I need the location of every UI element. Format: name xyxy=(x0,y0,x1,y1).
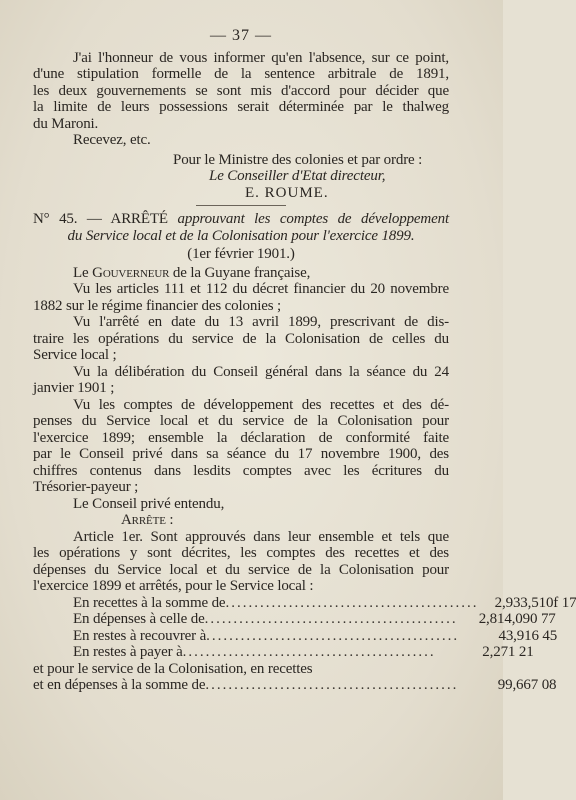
closing-formula: Recevez, etc. xyxy=(73,132,151,148)
vu-paragraph xyxy=(33,314,449,364)
page-number: — 37 — xyxy=(210,27,272,44)
intro-paragraph xyxy=(33,50,449,133)
text-line: l'exercice 1899; ensemble la déclaration de conformité faite xyxy=(33,429,449,446)
figure-value: 43,916 45 xyxy=(498,627,558,644)
text-line: les deux gouvernements se sont mis d'accord pour décider que xyxy=(33,82,449,99)
text-line: traire les opérations du service de la Colonisation de celles du xyxy=(33,330,449,347)
text-line: les opérations y sont décrites, les comptes des recettes et des xyxy=(33,545,449,561)
figure-label: et en dépenses à la somme de xyxy=(33,677,206,693)
figure-label: En restes à payer à xyxy=(73,644,183,660)
vu-paragraph xyxy=(33,364,449,397)
governor-rest: de la Guyane française, xyxy=(172,264,311,281)
figure-row xyxy=(33,644,534,661)
heading-text: approuvant les comptes de développement xyxy=(167,211,449,227)
figure-row xyxy=(33,677,557,694)
text-line: Vu l'arrêté en date du 13 avril 1899, prescrivant de dis- xyxy=(73,314,449,330)
arrete-heading xyxy=(33,211,449,263)
figure-label: En recettes à la somme de xyxy=(73,594,226,611)
text-line: Article 1er. Sont approuvés dans leur ensemble et tels que xyxy=(73,528,449,545)
heading-line: du Service local et de la Colonisation pour l'exercice 1899. xyxy=(67,227,415,244)
text-line: janvier 1901 ; xyxy=(33,380,115,396)
conseil-line: Le Conseil privé entendu, xyxy=(73,495,225,512)
text-line: Trésorier-payeur ; xyxy=(33,479,139,495)
text-line: dépenses du Service local et du service de la Colonisation pour xyxy=(33,561,449,578)
dot-leader: ............................................ xyxy=(225,594,479,611)
text-line: par le Conseil privé dans sa séance du 17 novembre 1900, des xyxy=(33,446,449,462)
arrete-date: (1er février 1901.) xyxy=(187,246,295,262)
text-line: chiffres contenus dans lesdits comptes avec les écritures du xyxy=(33,462,449,479)
text-line: Vu la délibération du Conseil général dans la séance du 24 xyxy=(73,363,449,380)
text-line: du Maroni. xyxy=(33,115,99,132)
dot-leader: ............................................ xyxy=(205,677,459,693)
text-line: et pour le service de la Colonisation, en recettes xyxy=(33,660,313,677)
figure-row xyxy=(33,627,558,645)
section-divider xyxy=(196,205,286,206)
figure-row xyxy=(33,611,556,628)
text-line: Vu les comptes de développement des recettes et des dé- xyxy=(73,396,449,413)
text-line: d'une stipulation formelle de la sentence arbitrale de 1891, xyxy=(33,66,449,82)
heading-line xyxy=(33,211,449,228)
figure-label: En dépenses à celle de xyxy=(73,611,205,627)
arrete-number: N° 45. — ARRÊTÉ xyxy=(33,211,168,227)
figure-row xyxy=(33,594,576,612)
governor-prefix: Le xyxy=(73,264,89,281)
signature-title: Le Conseiller d'Etat directeur, xyxy=(209,168,386,184)
governor-line xyxy=(33,265,449,282)
dot-leader: ............................................ xyxy=(204,611,458,627)
dot-leader: ............................................ xyxy=(206,627,460,644)
text-line: Vu les articles 111 et 112 du décret financier du 20 novembre xyxy=(73,281,449,297)
text-line: Service local ; xyxy=(33,347,117,363)
vu-paragraph xyxy=(33,397,449,496)
governor-title: Gouverneur xyxy=(92,264,170,281)
text-line: la limite de leurs possessions serait déterminée par le thalweg xyxy=(33,99,449,115)
dot-leader: ............................................ xyxy=(182,644,436,660)
figure-label: En restes à recouvrer à xyxy=(73,627,207,644)
figure-value: 2,814,090 77 xyxy=(478,611,556,627)
vu-paragraph xyxy=(33,281,449,314)
figures-list xyxy=(33,594,576,694)
document-text xyxy=(33,27,576,694)
figure-value: 2,933,510f 17 xyxy=(494,594,576,611)
arrete-word: Arrête : xyxy=(121,512,174,528)
article-paragraph xyxy=(33,529,449,595)
text-line: J'ai l'honneur de vous informer qu'en l'absence, sur ce point, xyxy=(73,49,449,66)
figure-value: 99,667 08 xyxy=(497,677,557,693)
signature-name: E. ROUME. xyxy=(245,184,329,201)
signature-block xyxy=(33,152,449,202)
signature-line: Pour le Ministre des colonies et par ordre : xyxy=(173,151,423,168)
figure-value: 2,271 21 xyxy=(482,644,534,660)
text-line: penses du Service local et du service de la Colonisation pour xyxy=(33,413,449,429)
text-line: l'exercice 1899 et arrêtés, pour le Service local : xyxy=(33,578,314,594)
text-line: 1882 sur le régime financier des colonies ; xyxy=(33,297,282,314)
